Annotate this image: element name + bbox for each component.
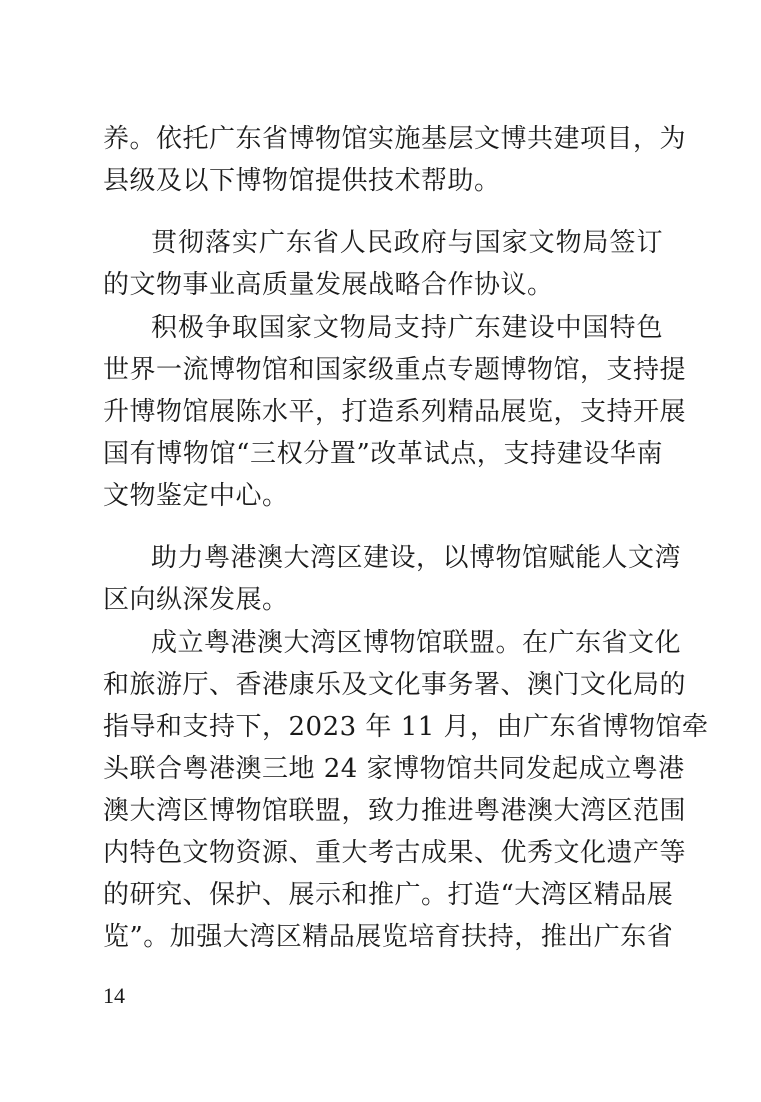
text-line: 积极争取国家文物局支持广东建设中国特色 [151, 313, 663, 343]
page-number: 14 [103, 983, 125, 1008]
text-line: 内特色文物资源、重大考古成果、优秀文化遗产等 [103, 838, 687, 868]
text-line: 头联合粤港澳三地 24 家博物馆共同发起成立粤港 [103, 754, 685, 784]
section-heading: 区向纵深发展。 [103, 585, 289, 615]
text-line: 览”。加强大湾区精品展览培育扶持，推出广东省 [103, 922, 674, 952]
text-line: 指导和支持下，2023 年 11 月，由广东省博物馆牵 [103, 712, 709, 742]
text-line: 成立粤港澳大湾区博物馆联盟。在广东省文化 [151, 628, 682, 658]
text-line: 澳大湾区博物馆联盟，致力推进粤港澳大湾区范围 [103, 796, 687, 826]
text-line: 升博物馆展陈水平，打造系列精品展览，支持开展 [103, 397, 687, 427]
text-line: 的研究、保护、展示和推广。打造“大湾区精品展 [103, 880, 674, 910]
text-line: 县级及以下博物馆提供技术帮助。 [103, 166, 501, 196]
text-line: 和旅游厅、香港康乐及文化事务署、澳门文化局的 [103, 670, 687, 700]
text-line: 养。依托广东省博物馆实施基层文博共建项目，为 [103, 124, 687, 154]
text-line: 世界一流博物馆和国家级重点专题博物馆，支持提 [103, 355, 687, 385]
text-line: 国有博物馆“三权分置”改革试点，支持建设华南 [103, 439, 663, 469]
section-heading: 贯彻落实广东省人民政府与国家文物局签订 [151, 228, 663, 258]
section-heading: 的文物事业高质量发展战略合作协议。 [103, 270, 554, 300]
text-line: 文物鉴定中心。 [103, 481, 289, 511]
section-heading: 助力粤港澳大湾区建设，以博物馆赋能人文湾 [151, 543, 682, 573]
